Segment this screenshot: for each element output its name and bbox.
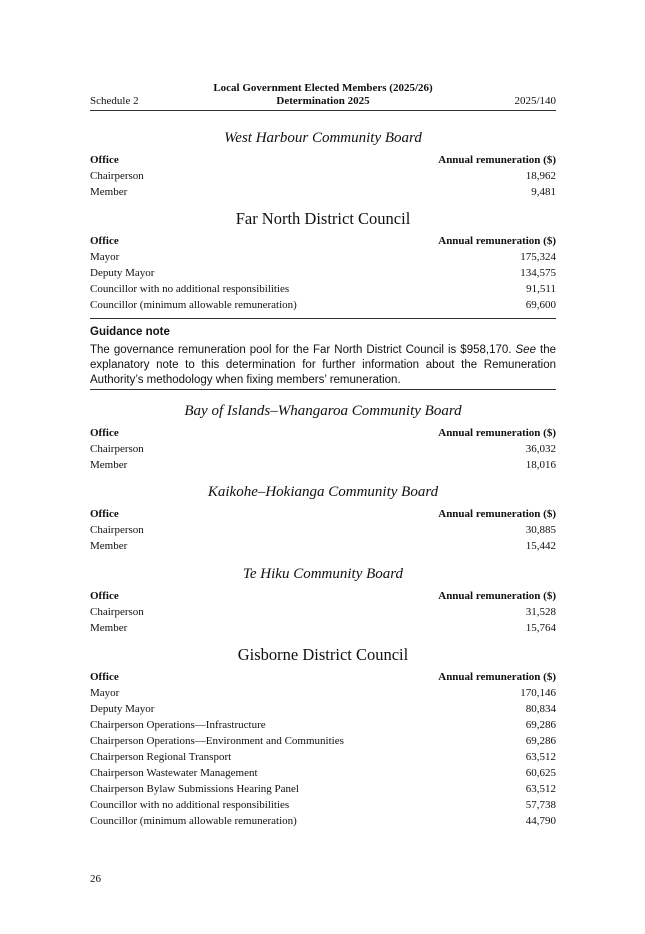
col-remuneration: Annual remuneration ($) — [438, 590, 556, 602]
amount-cell: 57,738 — [525, 799, 556, 811]
amount-cell: 134,575 — [520, 267, 556, 279]
col-office: Office — [90, 671, 119, 683]
document-page — [90, 0, 556, 934]
section-title: Gisborne District Council — [237, 645, 409, 664]
table-row — [90, 441, 556, 457]
guidance-see: See — [515, 344, 536, 356]
col-remuneration: Annual remuneration ($) — [438, 427, 556, 439]
amount-cell: 18,016 — [525, 459, 556, 471]
amount-cell: 36,032 — [525, 443, 556, 455]
section-west-harbour — [90, 127, 556, 200]
guidance-bottom-divider — [90, 389, 556, 390]
col-office: Office — [90, 590, 119, 602]
guidance-text — [90, 343, 556, 388]
col-office: Office — [90, 427, 119, 439]
office-cell: Chairperson Operations—Environment and Communities — [90, 735, 344, 747]
col-remuneration: Annual remuneration ($) — [438, 154, 556, 166]
amount-cell: 91,511 — [526, 283, 556, 295]
table-row — [90, 797, 556, 813]
section-far-north — [90, 208, 556, 313]
office-cell: Chairperson Wastewater Management — [90, 767, 258, 779]
header-reference: 2025/140 — [514, 95, 556, 107]
table-row — [90, 297, 556, 313]
section-title: Te Hiku Community Board — [242, 566, 404, 582]
table-row — [90, 457, 556, 473]
table-row — [90, 281, 556, 297]
table-row — [90, 538, 556, 554]
office-cell: Councillor (minimum allowable remuneration) — [90, 815, 297, 827]
guidance-title: Guidance note — [90, 326, 170, 338]
section-gisborne — [90, 644, 556, 829]
table-header — [90, 588, 556, 604]
col-remuneration: Annual remuneration ($) — [438, 508, 556, 520]
office-cell: Chairperson — [90, 443, 144, 455]
section-bay-of-islands — [90, 400, 556, 473]
section-kaikohe-hokianga — [90, 481, 556, 554]
header-title-line1: Local Government Elected Members (2025/26) — [213, 82, 433, 94]
amount-cell: 44,790 — [525, 815, 556, 827]
guidance-top-divider — [90, 318, 556, 319]
office-cell: Mayor — [90, 251, 120, 263]
header-divider — [90, 110, 556, 111]
amount-cell: 15,764 — [525, 622, 556, 634]
col-office: Office — [90, 508, 119, 520]
running-header — [90, 82, 556, 108]
guidance-text-part2: the explanatory note to this determination for further information about the Remuneration Authority’s methodology when fixing members’ remuneration. — [90, 344, 556, 386]
office-cell: Chairperson — [90, 606, 144, 618]
table-row — [90, 620, 556, 636]
table-row — [90, 184, 556, 200]
table-row — [90, 604, 556, 620]
table-row — [90, 685, 556, 701]
office-cell: Deputy Mayor — [90, 703, 155, 715]
amount-cell: 80,834 — [525, 703, 556, 715]
table-row — [90, 749, 556, 765]
table-row — [90, 168, 556, 184]
amount-cell: 69,600 — [525, 299, 556, 311]
header-title-line2: Determination 2025 — [276, 95, 370, 107]
col-office: Office — [90, 154, 119, 166]
amount-cell: 60,625 — [525, 767, 556, 779]
table-row — [90, 765, 556, 781]
office-cell: Member — [90, 186, 128, 198]
office-cell: Member — [90, 540, 128, 552]
amount-cell: 18,962 — [525, 170, 556, 182]
amount-cell: 170,146 — [520, 687, 556, 699]
header-title — [90, 82, 556, 108]
office-cell: Chairperson Regional Transport — [90, 751, 232, 763]
office-cell: Mayor — [90, 687, 120, 699]
amount-cell: 9,481 — [531, 186, 556, 198]
amount-cell: 63,512 — [525, 783, 556, 795]
office-cell: Chairperson — [90, 170, 144, 182]
office-cell: Member — [90, 622, 128, 634]
table-header — [90, 425, 556, 441]
table-row — [90, 717, 556, 733]
office-cell: Deputy Mayor — [90, 267, 155, 279]
table-row — [90, 265, 556, 281]
col-remuneration: Annual remuneration ($) — [438, 671, 556, 683]
col-office: Office — [90, 235, 119, 247]
table-row — [90, 522, 556, 538]
office-cell: Councillor with no additional responsibilities — [90, 283, 290, 295]
table-header — [90, 506, 556, 522]
guidance-text-part1: The governance remuneration pool for the Far North District Council is $958,170. — [90, 344, 512, 356]
office-cell: Chairperson — [90, 524, 144, 536]
amount-cell: 15,442 — [525, 540, 556, 552]
table-header — [90, 669, 556, 685]
section-title: Far North District Council — [235, 209, 411, 228]
amount-cell: 31,528 — [525, 606, 556, 618]
amount-cell: 69,286 — [525, 735, 556, 747]
office-cell: Chairperson Bylaw Submissions Hearing Panel — [90, 783, 299, 795]
table-row — [90, 733, 556, 749]
table-row — [90, 781, 556, 797]
table-row — [90, 249, 556, 265]
section-te-hiku — [90, 563, 556, 636]
section-title: Bay of Islands–Whangaroa Community Board — [184, 403, 462, 419]
guidance-note — [90, 318, 556, 388]
office-cell: Chairperson Operations—Infrastructure — [90, 719, 266, 731]
amount-cell: 175,324 — [520, 251, 556, 263]
header-schedule: Schedule 2 — [90, 95, 139, 107]
table-row — [90, 701, 556, 717]
office-cell: Councillor (minimum allowable remuneration) — [90, 299, 297, 311]
amount-cell: 30,885 — [525, 524, 556, 536]
section-title: Kaikohe–Hokianga Community Board — [207, 484, 439, 500]
page-number: 26 — [90, 873, 101, 885]
section-title: West Harbour Community Board — [224, 130, 422, 146]
table-header — [90, 152, 556, 168]
col-remuneration: Annual remuneration ($) — [438, 235, 556, 247]
amount-cell: 69,286 — [525, 719, 556, 731]
table-header — [90, 233, 556, 249]
office-cell: Member — [90, 459, 128, 471]
office-cell: Councillor with no additional responsibilities — [90, 799, 290, 811]
amount-cell: 63,512 — [525, 751, 556, 763]
table-row — [90, 813, 556, 829]
